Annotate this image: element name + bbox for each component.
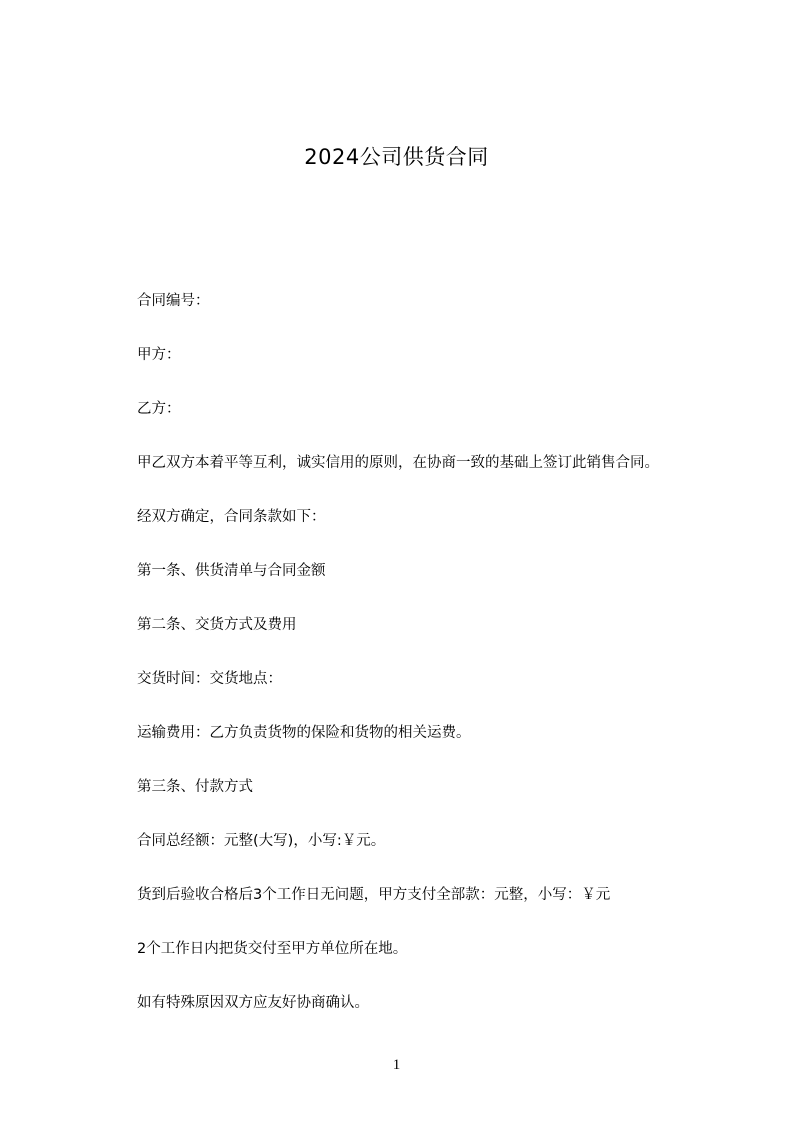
article-2-heading: 第二条、交货方式及费用 [137, 617, 297, 633]
party-b-line: 乙方： [137, 401, 181, 417]
document-body [137, 290, 737, 1046]
contract-number-line: 合同编号： [137, 293, 210, 309]
preamble-paragraph: 甲乙双方本着平等互利，诚实信用的原则，在协商一致的基础上签订此销售合同。 [137, 455, 659, 471]
party-a-line: 甲方： [137, 347, 181, 363]
page-number: 1 [392, 1057, 401, 1073]
article-1-heading: 第一条、供货清单与合同金额 [137, 563, 326, 579]
article-3-heading: 第三条、付款方式 [137, 779, 253, 795]
document-title: 2024公司供货合同 [304, 145, 489, 169]
delivery-time-place-line: 交货时间：交货地点： [137, 671, 282, 687]
terms-intro-paragraph: 经双方确定，合同条款如下： [137, 509, 326, 525]
payment-terms-paragraph: 货到后验收合格后3个工作日无问题，甲方支付全部款：元整，小写：￥元 [137, 887, 611, 903]
transport-cost-paragraph: 运输费用：乙方负责货物的保险和货物的相关运费。 [137, 725, 471, 741]
total-amount-line: 合同总经额：元整(大写)，小写:￥元。 [137, 833, 386, 849]
delivery-deadline-paragraph: 2个工作日内把货交付至甲方单位所在地。 [137, 941, 408, 957]
special-circumstances-paragraph: 如有特殊原因双方应友好协商确认。 [137, 995, 369, 1011]
